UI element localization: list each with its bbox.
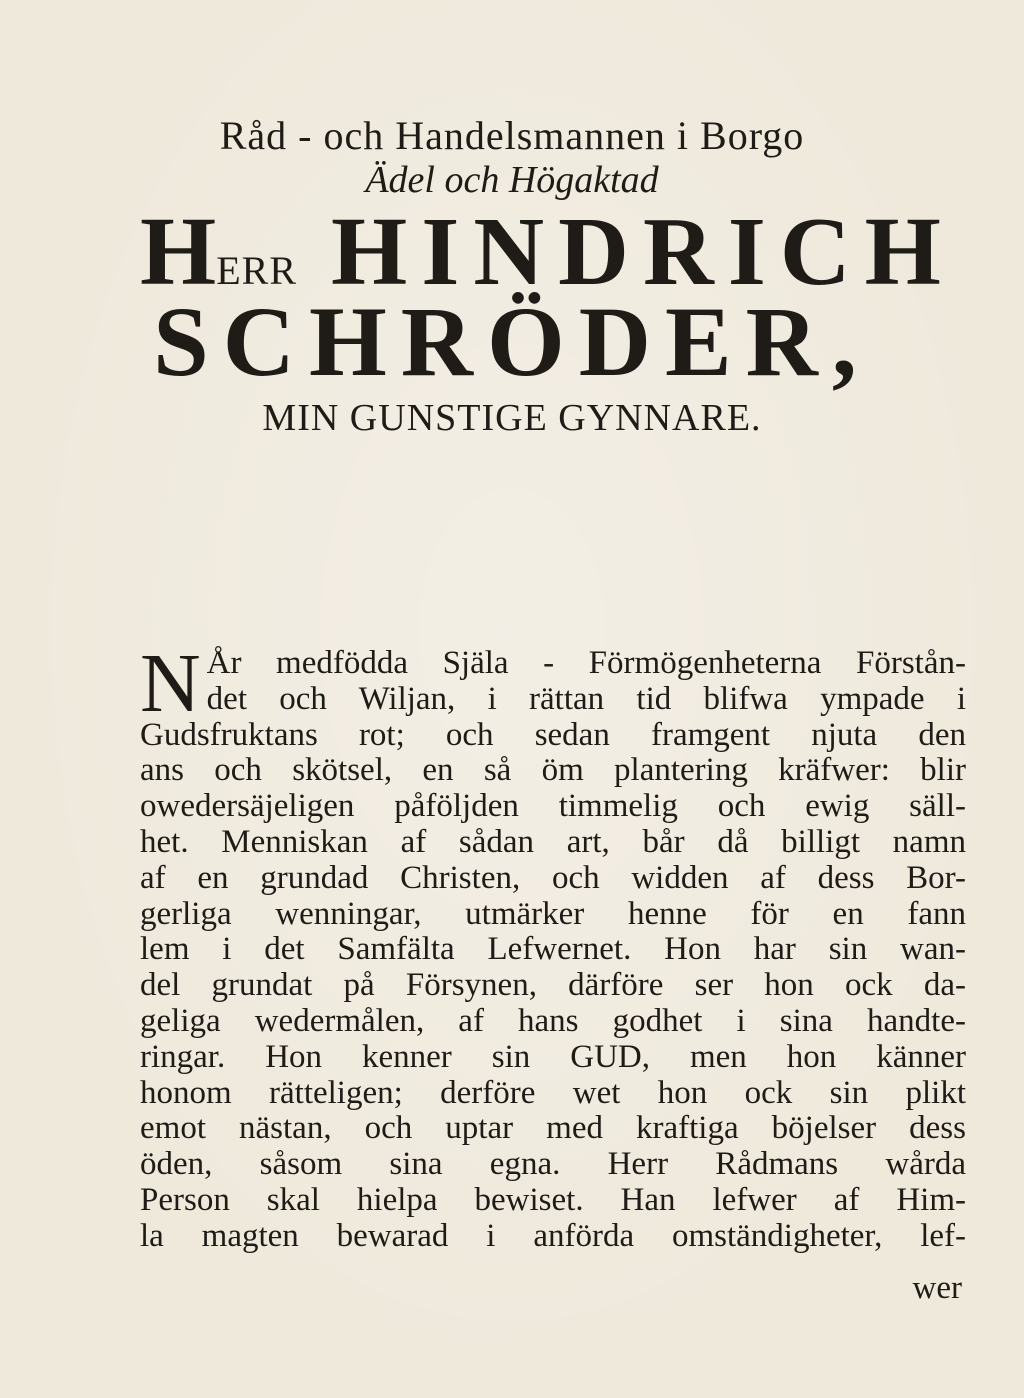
body-line: Gudsfruktans rot; och sedan framgent njuta den [140, 716, 966, 753]
header-honorific: Ädel och Högaktad [365, 159, 659, 201]
last-name: SCHRÖDER, [153, 286, 871, 397]
body-line: lem i det Samfälta Lefwernet. Hon har sin wan- [140, 931, 966, 968]
title-herr-rest: ERR [216, 248, 298, 293]
body-line: la magten bewarad i anförda omständigheter, lef- [140, 1217, 966, 1254]
body-line: ans och skötsel, en så öm plantering kräfwer: blir [140, 752, 966, 789]
body-line: Person skal hielpa bewiset. Han lefwer af Him- [140, 1181, 966, 1218]
catchword: wer [912, 1270, 962, 1306]
title-herr-cap: H [140, 198, 217, 306]
body-paragraph [140, 637, 966, 1255]
body-line: geliga wedermålen, af hans godhet i sina handte- [140, 1002, 966, 1039]
body-line: del grundat på Försynen, därföre ser hon ock da- [140, 967, 966, 1004]
body-line: ringar. Hon kenner sin GUD, men hon känner [140, 1038, 966, 1075]
body-line: af en grundad Christen, och widden af dess Bor- [140, 859, 966, 896]
body-line: emot nästan, och uptar med kraftiga böjelser dess [140, 1110, 966, 1147]
body-line: År medfödda Själa - Förmögenheterna Förstån- [206, 645, 966, 681]
body-line: öden, såsom sina egna. Herr Rådmans wårda [140, 1146, 966, 1183]
dedication-line: MIN GUNSTIGE GYNNARE. [262, 397, 762, 439]
header-title-line: Råd - och Handelsmannen i Borgo [219, 113, 805, 158]
drop-cap: N [140, 637, 201, 730]
body-line: het. Menniskan af sådan art, bår då billigt namn [140, 823, 966, 860]
body-line: det och Wiljan, i rättan tid blifwa ympade i [206, 680, 966, 717]
body-line: owedersäjeligen påföljden timmelig och ewig säll- [140, 788, 966, 825]
body-line: honom rätteligen; derföre wet hon ock sin plikt [140, 1074, 966, 1111]
body-line: gerliga wenningar, utmärker henne för en fann [140, 895, 966, 932]
first-name: HINDRICH [331, 198, 955, 306]
